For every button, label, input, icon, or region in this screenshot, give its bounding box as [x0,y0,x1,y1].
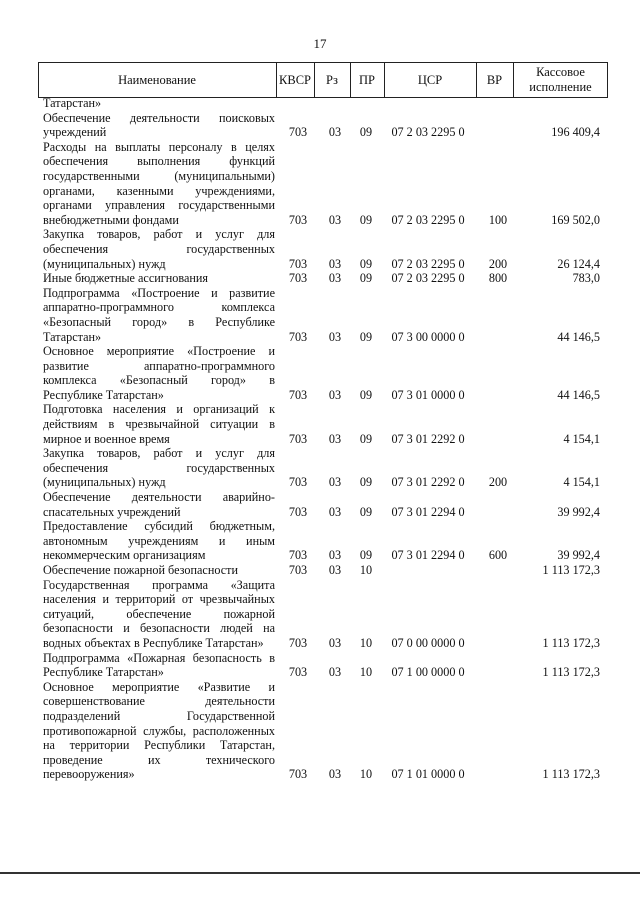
table-row [0,446,640,490]
table-row [0,140,640,228]
table-row [0,286,640,344]
table-row [0,651,640,680]
row-name: Расходы на выплаты персоналу в целях обеспечения выполнения функций государственными (муниципальными) органами, казенными учреждениями, органами управления государственными внебюджетными фондами [43,139,275,227]
row-kvsr: 703 [288,256,308,271]
header-pr: ПР [359,72,375,87]
row-sum: 169 502,0 [551,212,600,227]
row-csr: 07 2 03 2295 0 [391,125,465,140]
row-rz: 03 [328,475,342,490]
row-csr: 07 3 01 2294 0 [391,504,465,519]
row-rz: 03 [328,256,342,271]
header-rz: Рз [326,72,338,87]
row-kvsr: 703 [288,767,308,782]
row-csr: 07 1 00 0000 0 [391,665,465,680]
row-sum: 1 113 172,3 [542,665,600,680]
row-rz: 03 [328,767,342,782]
row-name: Обеспечение деятельности аварийно-спасательных учреждений [43,490,275,519]
header-kvsr: КВСР [279,72,311,87]
row-sum: 44 146,5 [557,329,600,344]
row-vr: 200 [488,475,508,490]
table-row [0,271,640,286]
row-pr: 10 [359,563,373,577]
row-kvsr: 703 [288,125,308,140]
row-name: Государственная программа «Защита населения и территорий от чрезвычайных ситуаций, обеспечение пожарной безопасности и безопасности людей на водных объектах в Республике Татарстан» [43,577,275,650]
row-vr: 200 [488,256,508,271]
row-pr: 09 [359,329,373,344]
row-rz: 03 [328,563,342,577]
row-csr: 07 2 03 2295 0 [391,256,465,271]
table-row [0,563,640,578]
row-rz: 03 [328,548,342,563]
row-sum: 4 154,1 [563,431,600,446]
row-kvsr: 703 [288,212,308,227]
row-csr: 07 3 01 2292 0 [391,475,465,490]
row-rz: 03 [328,431,342,446]
header-name: Наименование [118,72,196,87]
table-row [0,402,640,446]
table-body [0,96,640,782]
row-csr: 07 2 03 2295 0 [391,212,465,227]
row-sum: 44 146,5 [557,387,600,402]
row-csr: 07 1 01 0000 0 [391,767,465,782]
table-row [0,344,640,402]
row-sum: 4 154,1 [563,475,600,490]
row-rz: 03 [328,387,342,402]
row-name: Основное мероприятие «Построение и развитие аппаратно-программного комплекса «Безопасный город» в Республике Татарстан» [43,344,275,402]
row-rz: 03 [328,329,342,344]
row-rz: 03 [328,271,342,286]
row-kvsr: 703 [288,271,308,286]
page-bottom-edge [0,872,640,874]
row-pr: 09 [359,256,373,271]
row-vr: 600 [488,548,508,563]
row-sum: 1 113 172,3 [542,635,600,650]
row-csr: 07 2 03 2295 0 [391,271,465,286]
row-name: Закупка товаров, работ и услуг для обеспечения государственных (муниципальных) нужд [43,227,275,271]
table-row [0,490,640,519]
row-name: Обеспечение деятельности поисковых учреждений [43,110,275,140]
row-kvsr: 703 [288,563,308,577]
row-name: Подпрограмма «Пожарная безопасность в Республике Татарстан» [43,650,275,680]
row-kvsr: 703 [288,665,308,680]
table-row [0,227,640,271]
row-pr: 09 [359,212,373,227]
row-kvsr: 703 [288,548,308,563]
row-csr: 07 3 01 0000 0 [391,387,465,402]
row-csr: 07 3 01 2292 0 [391,431,465,446]
row-kvsr: 703 [288,475,308,490]
row-rz: 03 [328,635,342,650]
row-sum: 39 992,4 [557,504,600,519]
row-kvsr: 703 [288,387,308,402]
row-name: Иные бюджетные ассигнования [43,271,209,286]
row-sum: 196 409,4 [551,125,600,140]
table-row [0,680,640,782]
row-sum: 26 124,4 [557,256,600,271]
row-sum: 783,0 [572,271,600,286]
row-kvsr: 703 [288,504,308,519]
header-csr: ЦСР [417,72,443,87]
row-csr: 07 0 00 0000 0 [391,635,465,650]
row-vr: 100 [488,212,508,227]
page-number: 17 [313,36,327,51]
row-pr: 09 [359,504,373,519]
row-sum: 1 113 172,3 [542,563,600,577]
row-pr: 09 [359,475,373,490]
row-name: Предоставление субсидий бюджетным, автономным учреждениям и иным некоммерческим организациям [43,519,275,563]
row-name: Татарстан» [43,96,102,110]
row-kvsr: 703 [288,431,308,446]
row-name: Обеспечение пожарной безопасности [43,563,239,577]
row-pr: 10 [359,665,373,680]
row-csr: 07 3 01 2294 0 [391,548,465,563]
row-pr: 09 [359,548,373,563]
table-row [0,111,640,140]
row-name: Подпрограмма «Построение и развитие аппаратно-программного комплекса «Безопасный город» в Республике Татарстан» [43,285,275,344]
row-csr: 07 3 00 0000 0 [391,329,465,344]
row-rz: 03 [328,665,342,680]
table-row [0,519,640,563]
row-pr: 10 [359,767,373,782]
row-pr: 09 [359,431,373,446]
row-pr: 09 [359,271,373,286]
table-row [0,578,640,651]
row-name: Основное мероприятие «Развитие и совершенствование деятельности подразделений Государственной противопожарной службы, расположенных на территории Республики Татарстан, проведение их технического перевооружения» [43,679,275,782]
header-sum: Кассовое исполнение [529,65,592,94]
row-sum: 39 992,4 [557,548,600,563]
table-header [38,62,608,98]
row-rz: 03 [328,212,342,227]
row-pr: 10 [359,635,373,650]
row-sum: 1 113 172,3 [542,767,600,782]
header-vr: ВР [486,72,503,87]
table-row [0,96,640,111]
row-kvsr: 703 [288,635,308,650]
row-rz: 03 [328,125,342,140]
row-name: Подготовка населения и организаций к действиям в чрезвычайной ситуации в мирное и военное время [43,402,275,446]
row-pr: 09 [359,387,373,402]
row-kvsr: 703 [288,329,308,344]
row-rz: 03 [328,504,342,519]
row-pr: 09 [359,125,373,140]
row-name: Закупка товаров, работ и услуг для обеспечения государственных (муниципальных) нужд [43,446,275,490]
row-vr: 800 [488,271,508,286]
